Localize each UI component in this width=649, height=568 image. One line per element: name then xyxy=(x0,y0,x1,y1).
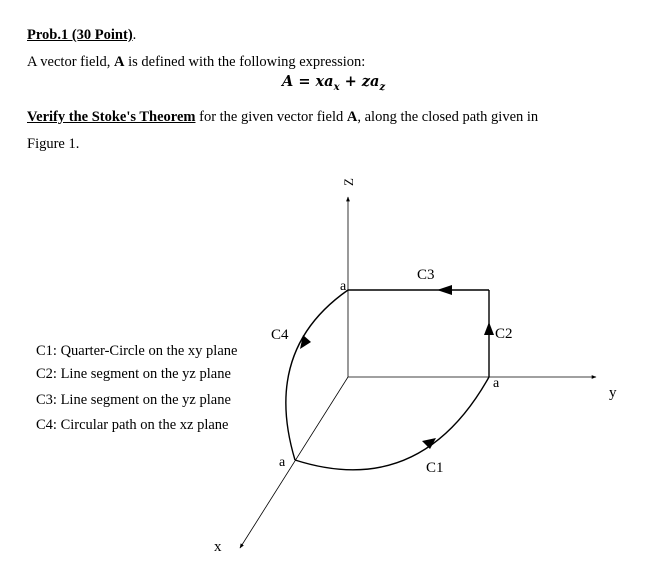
eq-plus: + xyxy=(339,73,362,90)
arrow-c3-icon xyxy=(437,285,452,295)
arrow-c2-icon xyxy=(484,322,494,335)
label-c1: C1 xyxy=(426,460,444,476)
legend-c3: C3: Line segment on the yz plane xyxy=(36,392,231,408)
problem-title-suffix: . xyxy=(132,27,137,43)
axis-x-label: x xyxy=(214,539,222,555)
problem-title-text: Prob.1 (30 Point) xyxy=(27,27,133,43)
eq-term2-vec: a xyxy=(370,73,380,90)
eq-equals: = xyxy=(293,73,316,90)
eq-term2: z xyxy=(361,73,371,90)
legend-c2: C2: Line segment on the yz plane xyxy=(36,366,231,382)
intro-prefix: A vector field, xyxy=(27,54,111,70)
task-bold: Verify the Stoke's Theorem xyxy=(27,109,196,125)
x-axis xyxy=(240,377,348,548)
eq-term1: x xyxy=(315,73,325,90)
intro-suffix: is defined with the following expression: xyxy=(128,54,366,70)
label-c3: C3 xyxy=(417,267,435,283)
intro-vector: A xyxy=(113,54,125,70)
task-line2-text: Figure 1. xyxy=(27,136,80,152)
legend-c1: C1: Quarter-Circle on the xy plane xyxy=(36,343,238,359)
label-c4: C4 xyxy=(271,327,289,343)
task-vector: A xyxy=(346,109,358,125)
label-c2: C2 xyxy=(495,326,513,342)
task-end: , along the closed path given in xyxy=(357,109,539,125)
eq-lhs: A xyxy=(282,73,294,90)
axis-y-label: y xyxy=(609,385,617,401)
path-c4 xyxy=(286,290,348,460)
path-c1 xyxy=(295,377,489,470)
legend-c4: C4: Circular path on the xz plane xyxy=(36,417,229,433)
eq-term1-sub: x xyxy=(333,81,340,93)
label-a-left: a xyxy=(279,455,286,470)
axis-z-label: Z xyxy=(341,178,356,186)
label-a-right: a xyxy=(493,376,500,391)
eq-term2-sub: z xyxy=(379,81,386,93)
task-mid: for the given vector field xyxy=(199,109,344,125)
arrow-c4-icon xyxy=(300,335,311,349)
label-a-top: a xyxy=(340,279,347,294)
eq-term1-vec: a xyxy=(324,73,334,90)
